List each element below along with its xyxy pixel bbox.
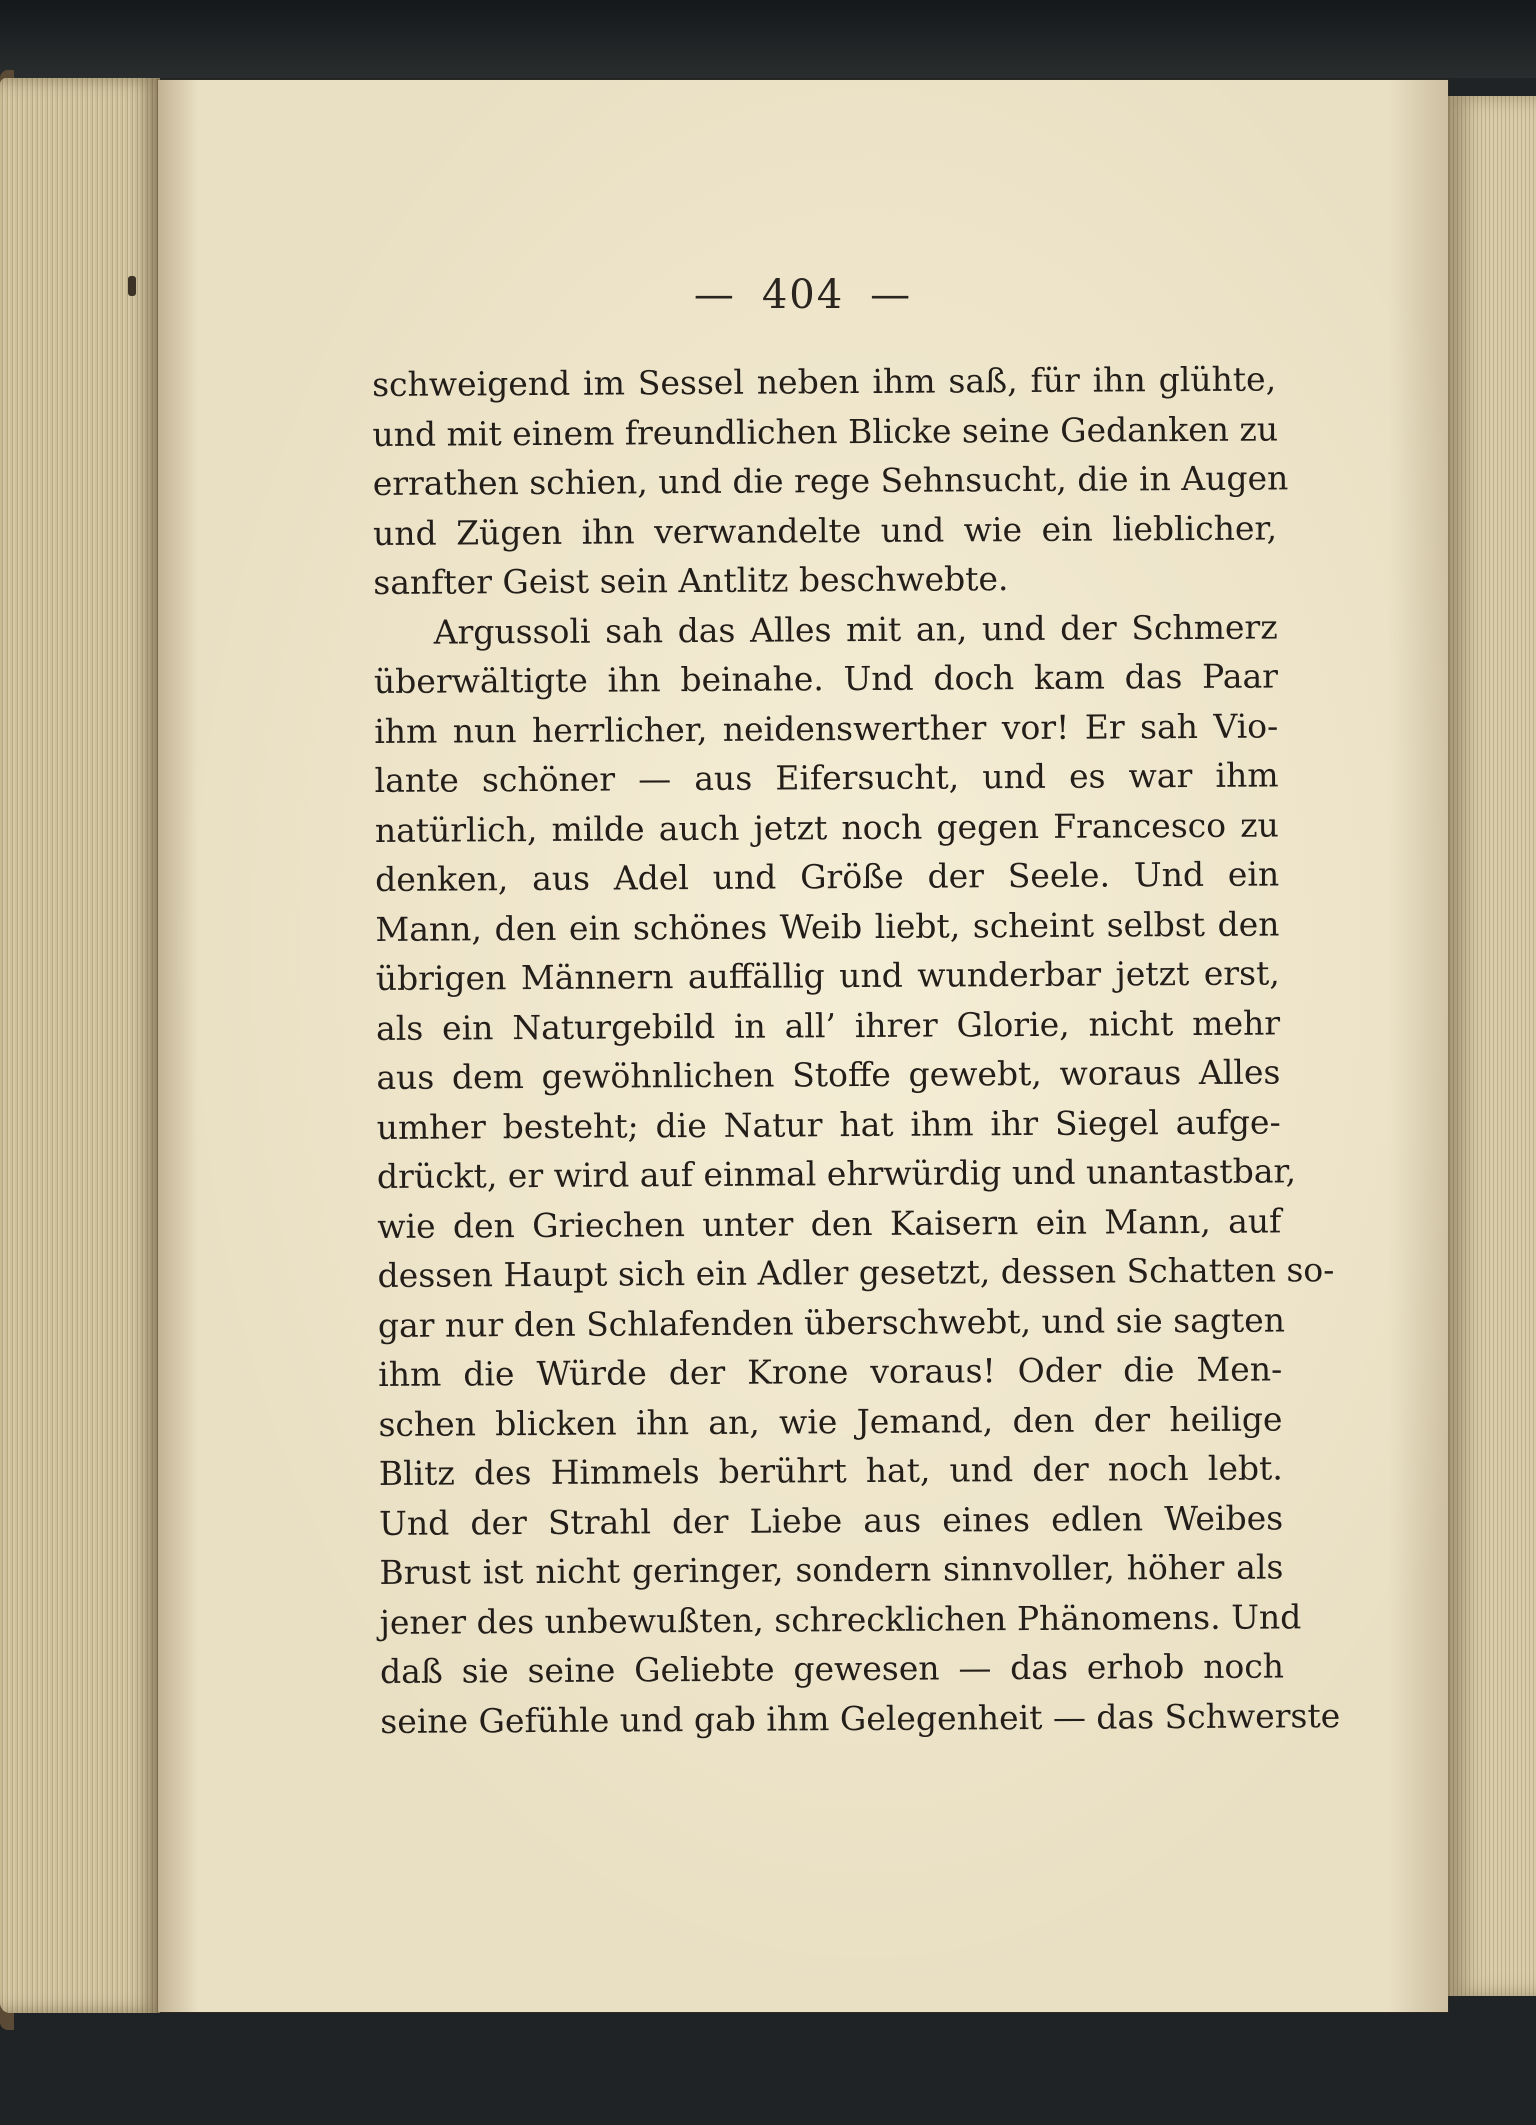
body-text [372,354,1341,1745]
text-line: aus dem gewöhnlichen Stoffe gewebt, woraus Alles [376,1052,1281,1097]
text-line: Und der Strahl der Liebe aus eines edlen Weibes [378,1497,1284,1543]
gutter-mark [128,276,136,296]
text-line: dessen Haupt sich ein Adler gesetzt, dessen Schatten so- [377,1250,1335,1295]
text-line: natürlich, milde auch jetzt noch gegen Francesco zu [374,804,1279,850]
text-line: übrigen Männern auffällig und wunderbar jetzt erst, [375,953,1280,998]
text-line: daß sie seine Geliebte gewesen — das erhob noch [379,1646,1285,1691]
text-line: als ein Naturgebild in all’ ihrer Glorie, nicht mehr [375,1002,1281,1048]
text-line: Brust ist nicht geringer, sondern sinnvoller, höher als [379,1547,1284,1592]
text-line: lante schöner — aus Eifersucht, und es war ihm [374,755,1279,800]
text-line: gar nur den Schlafenden überschwebt, und sie sagten [377,1299,1286,1345]
header-dash-left: — [693,272,736,318]
page-header [158,272,1448,318]
text-line: umher besteht; die Natur hat ihm ihr Siegel aufge- [376,1101,1281,1147]
text-line: Mann, den ein schönes Weib liebt, scheint selbst den [375,903,1280,949]
text-line: drückt, er wird auf einmal ehrwürdig und unantastbar, [376,1151,1297,1196]
text-line: ihm die Würde der Krone voraus! Oder die Men- [378,1349,1283,1394]
left-page-stack [0,78,160,2013]
text-line: ihm nun herrlicher, neidenswerther vor! Er sah Vio- [374,705,1279,751]
text-line: jener des unbewußten, schrecklichen Phänomens. Und [379,1596,1302,1642]
text-line: und mit einem freundlichen Blicke seine Gedanken zu [372,408,1279,454]
text-line: sanfter Geist sein Antlitz beschwebte. [373,559,1009,602]
text-line: und Zügen ihn verwandelte und wie ein lieblicher, [372,507,1278,553]
text-line: errathen schien, und die rege Sehnsucht, die in Augen [372,458,1289,503]
text-line: Blitz des Himmels berührt hat, und der noch lebt. [378,1448,1283,1493]
text-line: seine Gefühle und gab ihm Gelegenheit — das Schwerste [380,1695,1341,1741]
page-number: 404 [761,272,845,318]
text-line: Argussoli sah das Alles mit an, und der Schmerz [433,606,1278,652]
text-line: denken, aus Adel und Größe der Seele. Und ein [375,854,1280,899]
header-dash-right: — [870,272,913,318]
scan-background [0,0,1536,78]
text-line: überwältigte ihn beinahe. Und doch kam das Paar [373,656,1279,701]
text-line: schweigend im Sessel neben ihm saß, für ihn glühte, [372,359,1277,404]
text-line: wie den Griechen unter den Kaisern ein Mann, auf [377,1200,1282,1246]
right-page-stack [1446,96,1536,1996]
text-line: schen blicken ihn an, wie Jemand, den der heilige [378,1398,1283,1444]
